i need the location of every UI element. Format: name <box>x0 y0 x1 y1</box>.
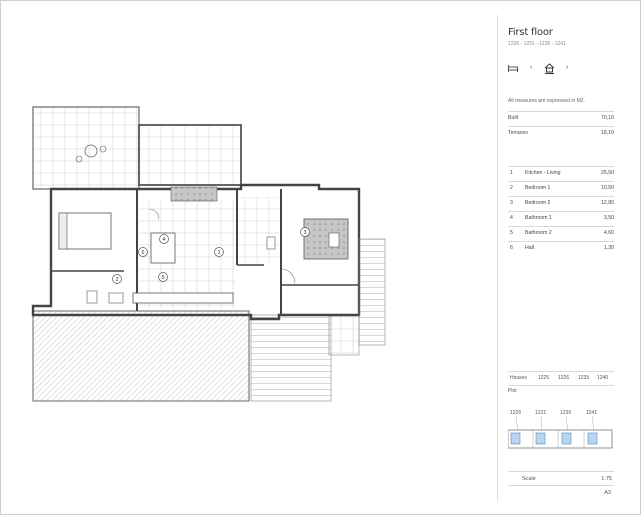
prev-floor-button[interactable]: ‹ <box>530 64 533 71</box>
key-plan-unit <box>511 433 520 444</box>
room-name: Kitchen - Living <box>525 170 561 176</box>
lower-floor-stairs <box>251 315 331 401</box>
next-floor-button[interactable]: › <box>566 64 569 71</box>
sofa <box>171 187 217 201</box>
house-icon[interactable] <box>544 63 555 74</box>
room-area: 25,50 <box>601 170 614 176</box>
area-label: Terraces <box>508 130 528 136</box>
room-row <box>508 166 614 178</box>
room-number: 1 <box>510 170 513 176</box>
key-plan <box>508 406 614 456</box>
houses-label: Houses <box>510 375 527 381</box>
area-row-terraces <box>508 126 614 138</box>
area-value: 70,10 <box>601 115 614 121</box>
room-row <box>508 241 614 253</box>
room-name: Bedroom 2 <box>525 200 551 206</box>
house-id[interactable]: 1240 <box>597 375 609 381</box>
upper-terrace <box>139 125 241 185</box>
house-id[interactable]: 1235 <box>578 375 590 381</box>
exterior-stairs <box>359 239 385 345</box>
room-area: 4,60 <box>603 230 614 236</box>
lower-floor-left <box>33 311 249 401</box>
room-name: Hall <box>525 245 534 251</box>
area-row-built <box>508 111 614 123</box>
floor-title: First floor <box>508 27 553 38</box>
room-area: 1,30 <box>603 245 614 251</box>
plot-label: Plot <box>508 385 614 395</box>
area-label: Built <box>508 115 519 121</box>
plot-id: 1236 <box>560 410 572 416</box>
floor-nav <box>508 64 578 74</box>
houses-row <box>508 371 614 383</box>
room-name: Bathroom 2 <box>525 230 552 236</box>
room-area: 10,50 <box>601 185 614 191</box>
key-plan-unit <box>562 433 571 444</box>
scale-value: 1:75 <box>601 476 612 482</box>
room-number: 6 <box>510 245 513 251</box>
key-plan-unit <box>588 433 597 444</box>
room-row <box>508 181 614 193</box>
paper-row <box>508 485 614 497</box>
measures-note: All measures are expressed in M2. <box>508 98 585 104</box>
paper-size: A3 <box>604 490 611 496</box>
bed-icon[interactable] <box>508 65 518 72</box>
room-row <box>508 226 614 238</box>
room-marker-label: 3 <box>303 230 307 236</box>
room-name: Bedroom 1 <box>525 185 551 191</box>
floor-plan-drawing <box>29 101 401 406</box>
room-row <box>508 196 614 208</box>
room-number: 4 <box>510 215 513 221</box>
scale-row <box>508 471 614 483</box>
plot-id: 1226 <box>510 410 522 416</box>
room-number: 2 <box>510 185 513 191</box>
plot-id: 1231 <box>535 410 547 416</box>
room-number: 3 <box>510 200 513 206</box>
room-row <box>508 211 614 223</box>
room-marker-label: 4 <box>162 237 166 243</box>
house-id[interactable]: 1226 <box>558 375 570 381</box>
area-value: 18,10 <box>601 130 614 136</box>
key-plan-unit <box>536 433 545 444</box>
panel-divider <box>497 15 498 501</box>
room-area: 3,50 <box>603 215 614 221</box>
lower-floor-right <box>329 315 359 355</box>
scale-label: Scale <box>522 476 536 482</box>
kitchen-counter <box>133 293 233 303</box>
room-marker-label: 5 <box>161 275 165 281</box>
room-marker-label: 6 <box>141 250 145 256</box>
room-marker-label: 2 <box>115 277 119 283</box>
room-name: Bathroom 1 <box>525 215 552 221</box>
bed-2 <box>304 219 348 259</box>
room-area: 12,80 <box>601 200 614 206</box>
room-marker-label: 1 <box>217 250 221 256</box>
house-id[interactable]: 1225 <box>538 375 550 381</box>
room-number: 5 <box>510 230 513 236</box>
unit-codes: 1226 - 1231 - 1236 - 1241 <box>508 41 566 47</box>
plot-id: 1241 <box>586 410 598 416</box>
